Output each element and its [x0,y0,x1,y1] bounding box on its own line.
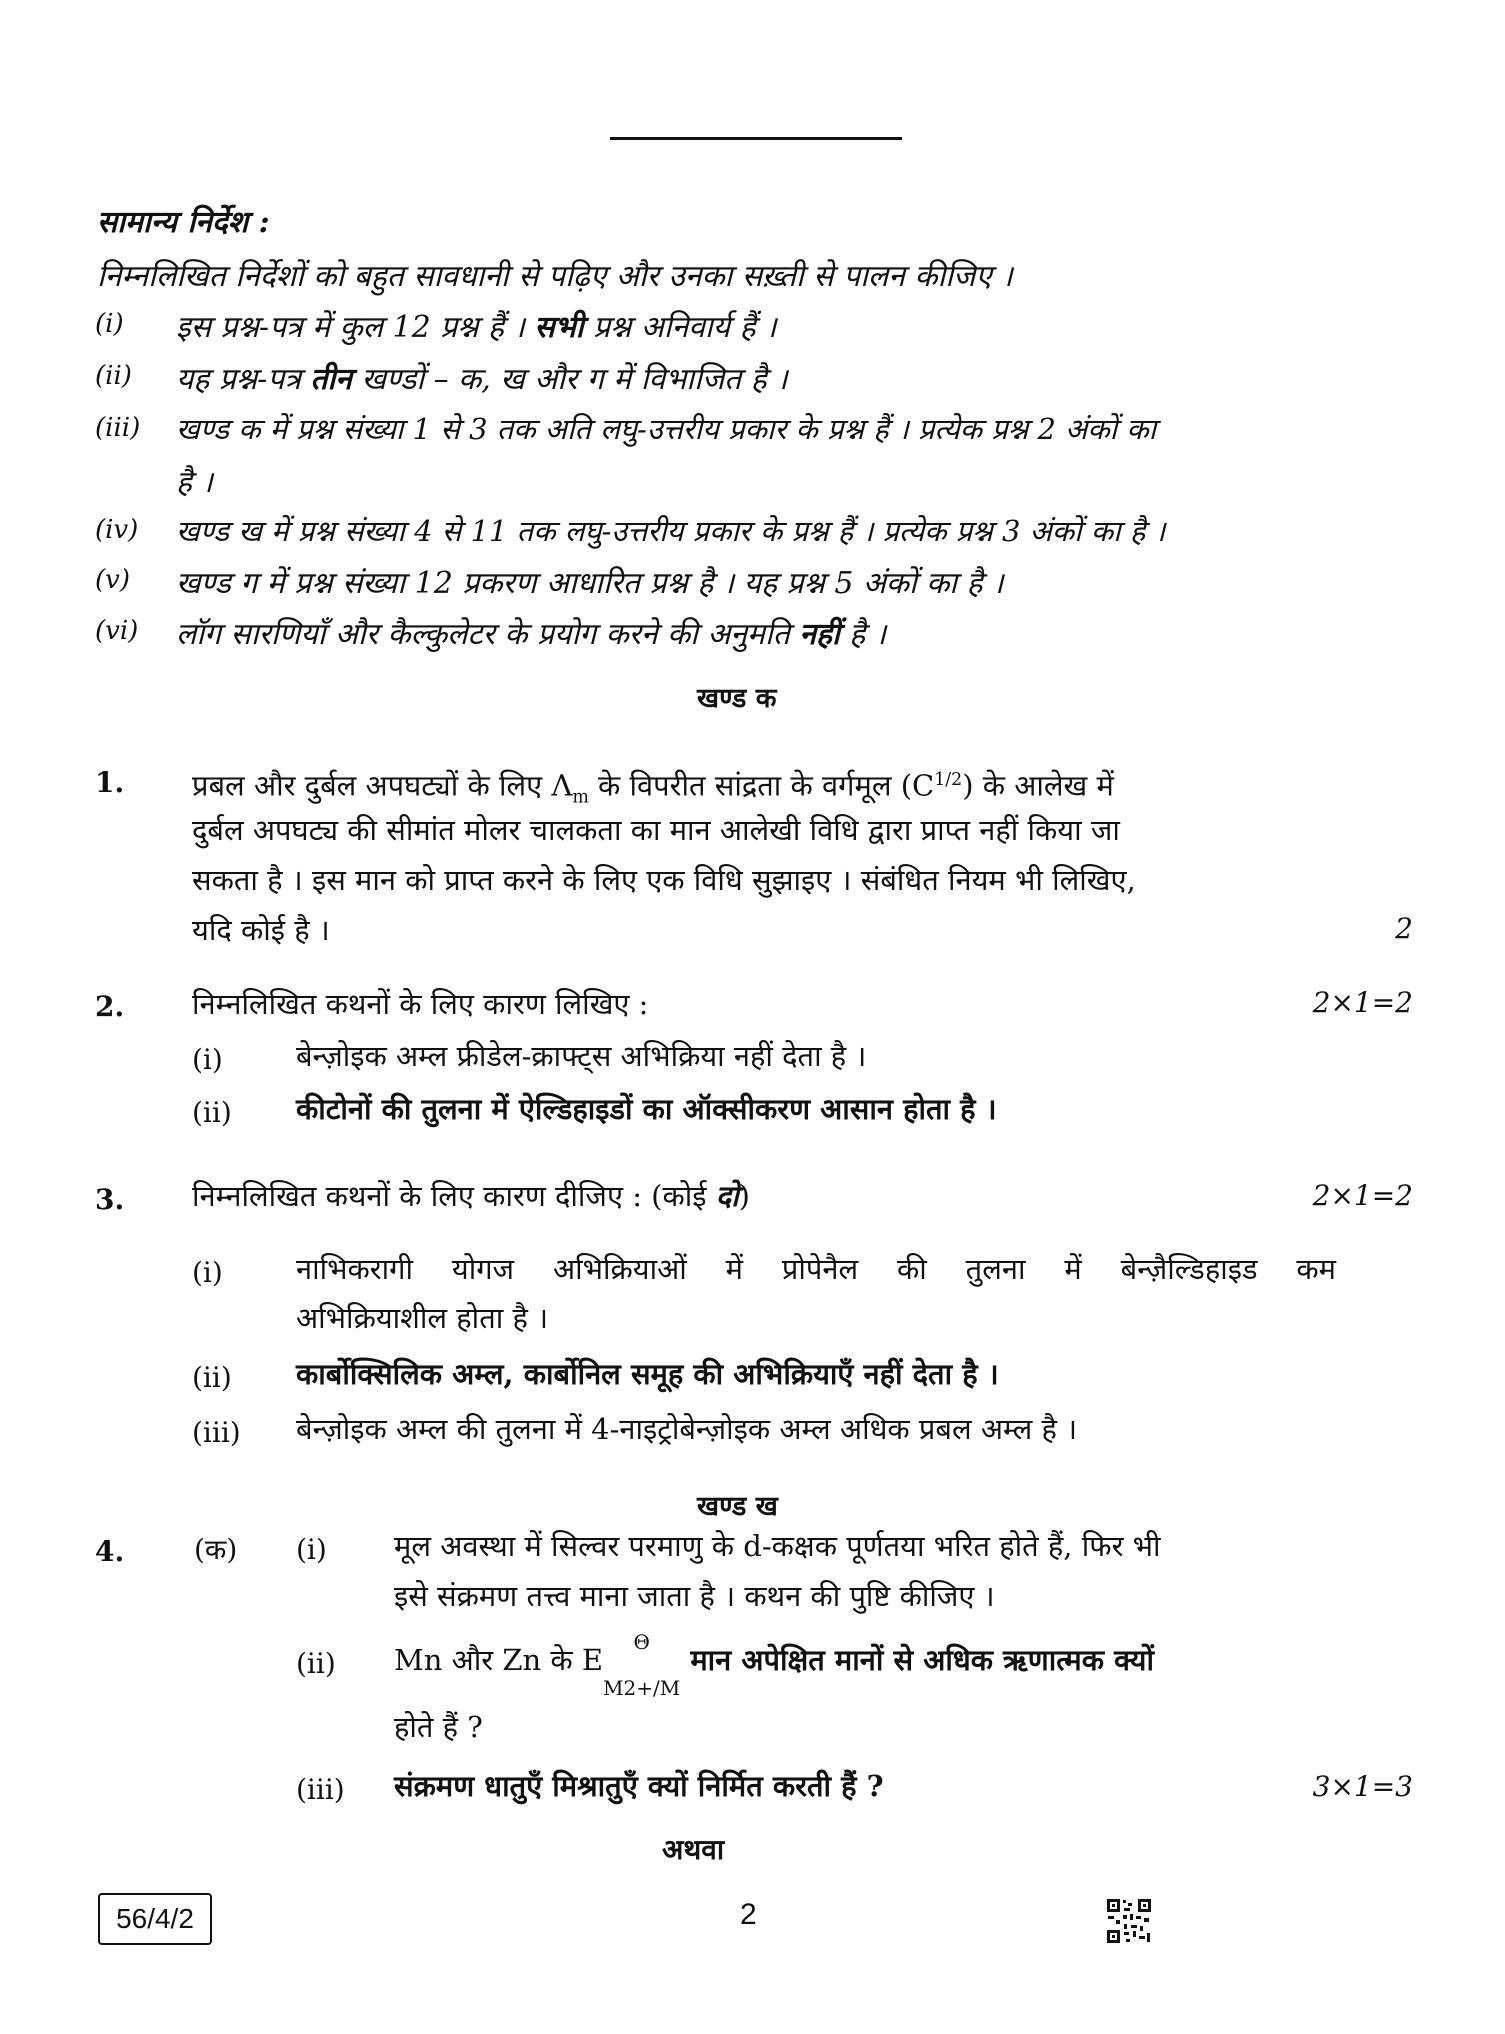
instruction-3-line2: है । [176,465,213,500]
instruction-5: खण्ड ग में प्रश्न संख्या 12 प्रकरण आधारित प्रश्न है । यह प्रश्न 5 अंकों का है । [176,566,1004,601]
question-2-marks: 2×1=2 [1312,986,1413,1019]
instruction-3-line1: खण्ड क में प्रश्न संख्या 1 से 3 तक अति लघु-उत्तरीय प्रकार के प्रश्न हैं । प्रत्येक प्रश्न 2 अंकों का [176,412,1157,446]
instruction-number: (iii) [95,413,141,443]
question-3-sub-2: कार्बोक्सिलिक अम्ल, कार्बोनिल समूह की अभिक्रियाएँ नहीं देता है । [296,1357,999,1391]
sub-question-number: (ii) [192,1096,232,1129]
question-1-line4: यदि कोई है । [192,913,330,947]
or-separator: अथवा [662,1833,725,1866]
question-1-line1: प्रबल और दुर्बल अपघट्यों के लिए $\Lambda_m$ के विपरीत सांद्रता के वर्गमूल $(C^{1/2})$ के आलेख में [192,768,1114,808]
question-3-sub-1-line2: अभिक्रियाशील होता है । [296,1301,549,1335]
sub-question-number: (iii) [296,1773,345,1806]
question-2-sub-1: बेन्ज़ोइक अम्ल फ्रीडेल-क्राफ्ट्स अभिक्रिया नहीं देता है । [296,1039,867,1073]
question-1-marks: 2 [1395,912,1413,945]
general-instructions-title: सामान्य निर्देश : [97,205,270,240]
question-3-sub-3: बेन्ज़ोइक अम्ल की तुलना में 4-नाइट्रोबेन्ज़ोइक अम्ल अधिक प्रबल अम्ल है । [296,1412,1078,1446]
question-3-sub-1-line1: नाभिकरागी योगज अभिक्रियाओं में प्रोपेनैल की तुलना में बेन्ज़ैल्डिहाइड कम [296,1252,1336,1286]
instruction-number: (vi) [95,616,139,646]
instruction-4: खण्ड ख में प्रश्न संख्या 4 से 11 तक लघु-उत्तरीय प्रकार के प्रश्न हैं । प्रत्येक प्रश्न 3 अंकों का है । [176,514,1166,548]
top-rule [610,137,902,140]
instruction-number: (v) [95,565,130,595]
paper-code: 56/4/2 [98,1893,212,1945]
question-2-sub-2: कीटोनों की तुलना में ऐल्डिहाइडों का ऑक्सीकरण आसान होता है । [296,1092,997,1126]
question-4-sub-1-line1: मूल अवस्था में सिल्वर परमाणु के d-कक्षक पूर्णतया भरित होते हैं, फिर भी [394,1529,1161,1563]
sub-question-number: (ii) [192,1361,232,1394]
question-4-sub-3: संक्रमण धातुएँ मिश्रातुएँ क्यों निर्मित करती हैं ? [394,1769,884,1803]
question-4-marks: 3×1=3 [1312,1770,1413,1803]
question-number: 1. [95,766,125,799]
instruction-1: इस प्रश्न-पत्र में कुल 12 प्रश्न हैं । सभी प्रश्न अनिवार्य हैं । [176,310,777,345]
instruction-number: (i) [95,309,124,339]
question-1-line2: दुर्बल अपघट्य की सीमांत मोलर चालकता का मान आलेखी विधि द्वारा प्राप्त नहीं किया जा [192,813,1120,847]
question-4-sub-2-line2: होते हैं ? [394,1710,483,1744]
question-4-sub-1-line2: इसे संक्रमण तत्त्व माना जाता है । कथन की पुष्टि कीजिए । [394,1579,995,1613]
qr-code-icon [1106,1898,1152,1944]
question-3-text: निम्नलिखित कथनों के लिए कारण दीजिए : (कोई दो) [192,1179,750,1213]
instructions-intro: निम्नलिखित निर्देशों को बहुत सावधानी से पढ़िए और उनका सख़्ती से पालन कीजिए । [97,259,1013,294]
section-b-title: खण्ड ख [697,1491,778,1522]
sub-question-number: (ii) [296,1647,336,1680]
page-number: 2 [740,1898,757,1931]
question-4-part: (क) [194,1533,238,1566]
sub-question-number: (i) [192,1256,223,1289]
question-1-line3: सकता है । इस मान को प्राप्त करने के लिए एक विधि सुझाइए । संबंधित नियम भी लिखिए, [192,863,1136,897]
instruction-6: लॉग सारणियाँ और कैल्कुलेटर के प्रयोग करने की अनुमति नहीं है । [176,617,887,652]
question-number: 3. [95,1183,125,1216]
section-a-title: खण्ड क [697,683,777,714]
instruction-2: यह प्रश्न-पत्र तीन खण्डों – क, ख और ग में विभाजित है । [176,362,788,397]
question-number: 2. [95,990,125,1023]
question-4-sub-2-line1: Mn और Zn के E Θ M2+/M मान अपेक्षित मानों से अधिक ऋणात्मक क्यों [394,1630,1154,1700]
sub-question-number: (i) [192,1043,223,1076]
question-number: 4. [95,1535,125,1568]
sub-question-number: (iii) [192,1416,241,1449]
instruction-number: (ii) [95,361,132,391]
instruction-number: (iv) [95,515,139,545]
question-3-marks: 2×1=2 [1312,1179,1413,1212]
sub-question-number: (i) [296,1533,327,1566]
question-2-text: निम्नलिखित कथनों के लिए कारण लिखिए : [192,987,649,1021]
